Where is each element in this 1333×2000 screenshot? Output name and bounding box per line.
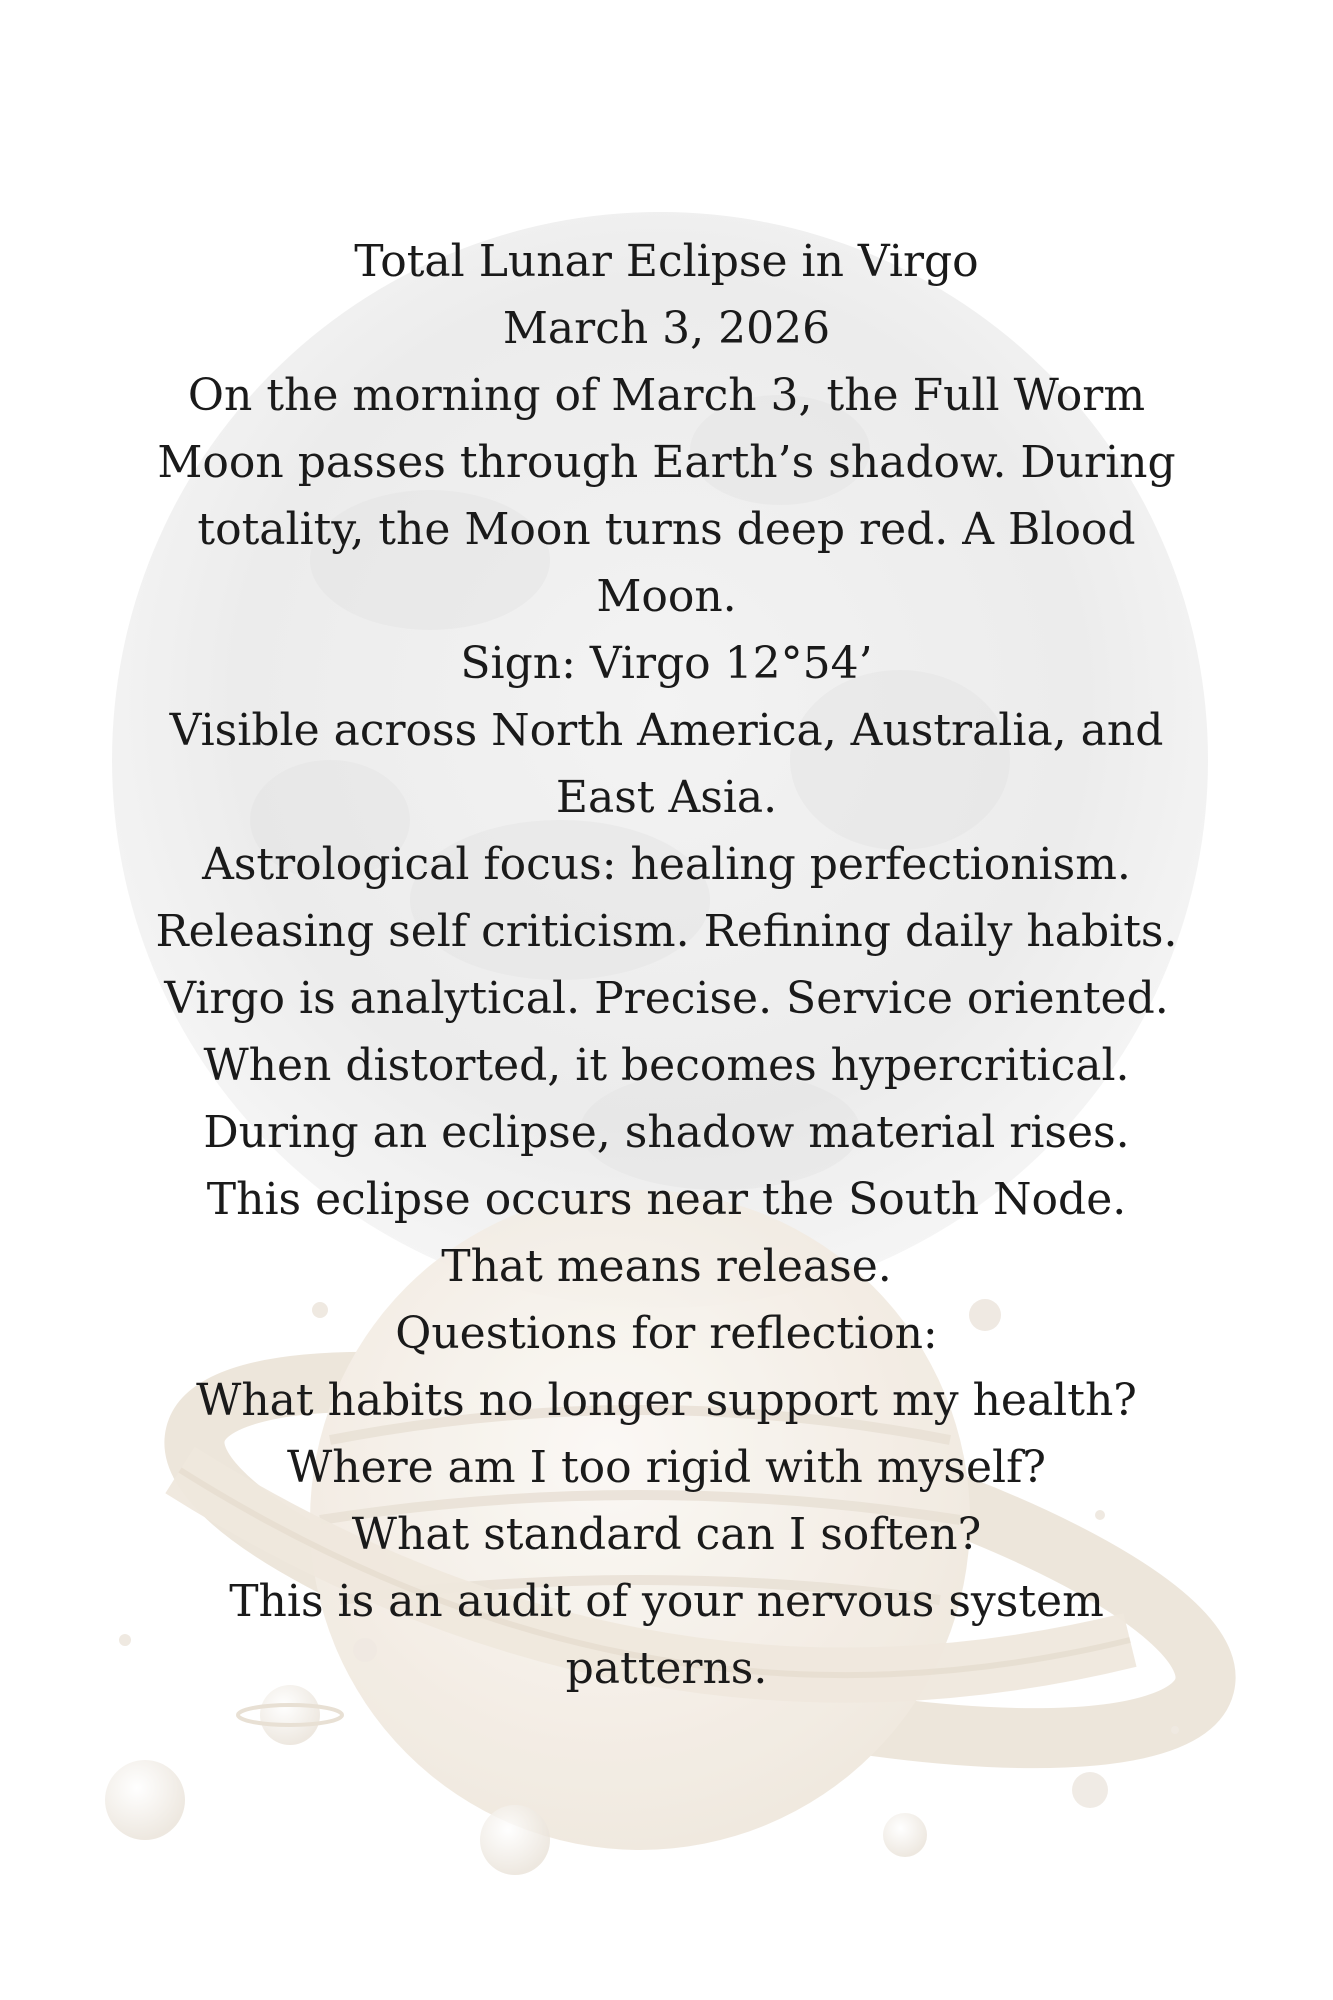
intro-paragraph: On the morning of March 3, the Full Worm Moon passes through Earth’s shadow. During totality, the Moon turns deep red. A Blood Moon. [157, 370, 1176, 622]
distorted-line: When distorted, it becomes hypercritical. [203, 1040, 1130, 1091]
question-item: What standard can I soften? [351, 1509, 982, 1560]
eclipse-text [150, 228, 1183, 1702]
releasing-line: Releasing self criticism. Refining daily habits. [155, 906, 1178, 957]
closing-line: This is an audit of your nervous system patterns. [229, 1576, 1104, 1694]
virgo-traits-line: Virgo is analytical. Precise. Service oriented. [164, 973, 1169, 1024]
question-item: Where am I too rigid with myself? [287, 1442, 1046, 1493]
question-item: What habits no longer support my health? [196, 1375, 1137, 1426]
questions-heading: Questions for reflection: [395, 1308, 938, 1359]
document-title: Total Lunar Eclipse in Virgo [354, 236, 979, 287]
sign-line: Sign: Virgo 12°54’ [460, 638, 873, 689]
focus-line: Astrological focus: healing perfectionism. [202, 839, 1131, 890]
document-date: March 3, 2026 [502, 303, 831, 354]
shadow-line: During an eclipse, shadow material rises. [203, 1107, 1130, 1158]
visibility-line: Visible across North America, Australia, and East Asia. [169, 705, 1164, 823]
south-node-line: This eclipse occurs near the South Node. That means release. [206, 1174, 1127, 1292]
